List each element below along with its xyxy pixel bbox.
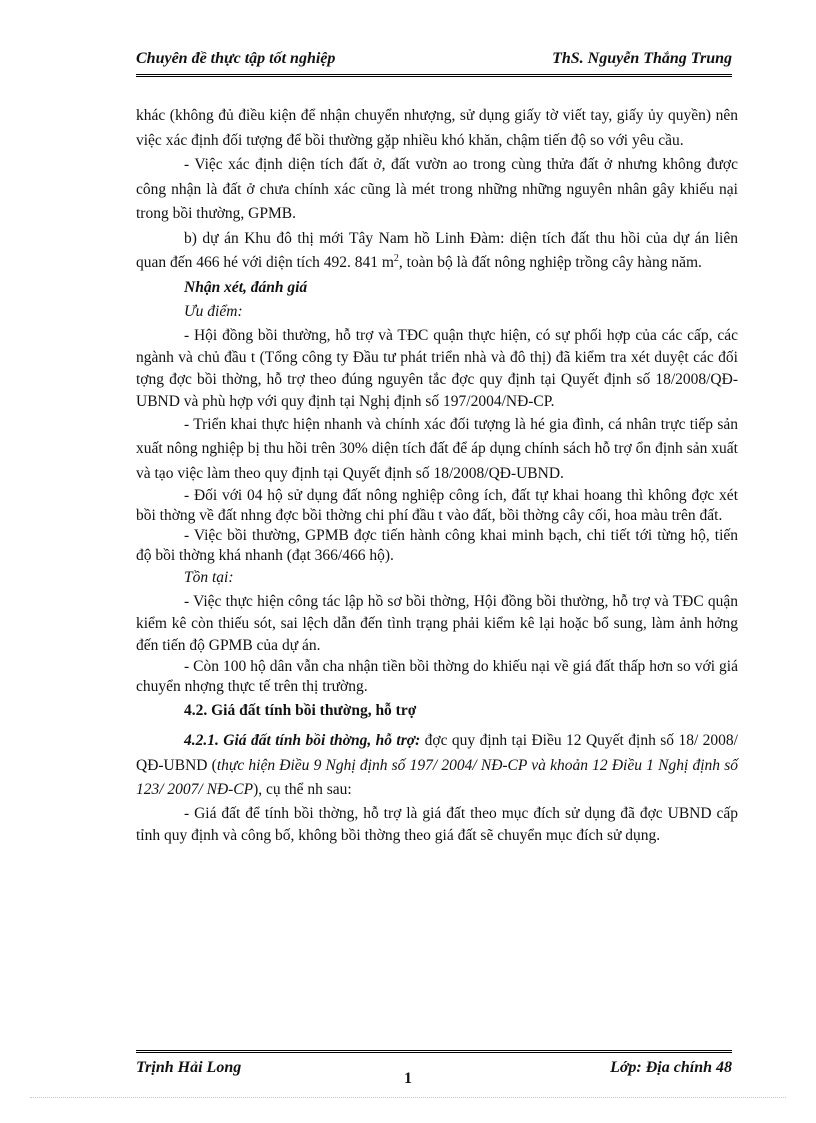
paragraph: - Hội đồng bồi thường, hỗ trợ và TĐC quận thực hiện, có sự phối hợp của các cấp, các ngành và chủ đầu t (Tổng công ty Đầu tư phát triển nhà và đô thị) đã kiểm tra xét duyệt các đối tợng đợc bồi thờng, hỗ trợ theo đúng nguyên tắc đợc quy định tại Quyết định số 18/2008/QĐ-UBND và phù hợp với quy định tại Nghị định số 197/2004/NĐ-CP.: [136, 326, 738, 410]
paragraph: - Đối với 04 hộ sử dụng đất nông nghiệp công ích, đất tự khai hoang thì không đợc xét bồi thờng về đất nhng đợc bồi thờng chi phí đầu t vào đất, bồi thờng cây cối, hoa màu trên đất.: [136, 487, 738, 524]
heading-uu-diem: Ưu điểm:: [184, 303, 243, 320]
paragraph-text: , toàn bộ là đất nông nghiệp trồng cây hàng năm.: [398, 254, 702, 271]
superscript: 2: [393, 252, 399, 264]
paragraph: - Việc xác định diện tích đất ở, đất vườn ao trong cùng thửa đất ở nhưng không được công nhận là đất ở chưa chính xác cũng là mét trong những những nguyên nhân gây khiếu nại trong bồi thường, GPMB.: [136, 156, 738, 222]
subsection-lead: 4.2.1. Giá đất tính bồi thờng, hỗ trợ:: [184, 732, 421, 749]
header-advisor: ThS. Nguyễn Thắng Trung: [552, 50, 732, 67]
paragraph-text: b) dự án Khu đô thị mới Tây Nam hồ Linh Đàm: diện tích đất thu hồi của dự án liên quan đến 466 hé với diện tích 492. 841 m: [136, 229, 738, 271]
heading-nhan-xet: Nhận xét, đánh giá: [184, 278, 308, 296]
paragraph: - Còn 100 hộ dân vẫn cha nhận tiền bồi thờng do khiếu nại về giá đất thấp hơn so với giá chuyển nhợng thực tế trên thị trường.: [136, 657, 738, 695]
heading-ton-tai: Tồn tại:: [184, 569, 234, 586]
footer-class: Lớp: Địa chính 48: [610, 1059, 732, 1076]
page-break-divider: [30, 1097, 786, 1098]
paragraph: - Việc thực hiện công tác lập hồ sơ bồi thờng, Hội đồng bồi thường, hỗ trợ và TĐC quận kiểm kê còn thiếu sót, sai lệch dẫn đến tình trạng phải kiểm kê lại hoặc bổ sung, làm ảnh hởng đến tiến độ GPMB của dự án.: [136, 592, 738, 654]
paragraph: - Triển khai thực hiện nhanh và chính xác đối tượng là hé gia đình, cá nhân trực tiếp sản xuất nông nghiệp bị thu hồi trên 30% diện tích đất để áp dụng chính sách hỗ trợ ổn định sản xuất và tạo việc làm theo quy định tại Quyết định số 18/2008/QĐ-UBND.: [136, 415, 738, 482]
legal-reference: thực hiện Điều 9 Nghị định số 197/ 2004/ NĐ-CP và khoản 12 Điều 1 Nghị định số 123/ 2007/ NĐ-CP: [136, 756, 738, 798]
paragraph-text: đợc quy định tại Điều 12 Quyết định số 18/ 2008/ QĐ-UBND (: [136, 732, 738, 774]
paragraph: - Giá đất để tính bồi thờng, hỗ trợ là giá đất theo mục đích sử dụng đã đợc UBND cấp tỉnh quy định và công bố, không bồi thờng theo giá đất sẽ chuyển mục đích sử dụng.: [136, 804, 738, 844]
paragraph: khác (không đủ điều kiện để nhận chuyển nhượng, sử dụng giấy tờ viết tay, giấy ủy quyền) nên việc xác định đối tượng để bồi thường gặp nhiều khó khăn, chậm tiến độ so với yêu cầu.: [136, 107, 738, 149]
paragraph: [136, 729, 738, 803]
footer-author: Trịnh Hải Long: [136, 1059, 242, 1076]
paragraph: [136, 227, 738, 276]
paragraph-text: ), cụ thể nh sau:: [253, 781, 352, 798]
page-number: 1: [404, 1070, 412, 1087]
paragraph: - Việc bồi thường, GPMB đợc tiến hành công khai minh bạch, chi tiết tới từng hộ, tiến độ bồi thờng khá nhanh (đạt 366/466 hộ).: [136, 527, 738, 564]
section-heading: 4.2. Giá đất tính bồi thường, hỗ trợ: [184, 701, 417, 719]
document-body: [136, 104, 738, 847]
page-header: [136, 48, 732, 77]
header-title: Chuyên đề thực tập tốt nghiệp: [136, 50, 336, 67]
